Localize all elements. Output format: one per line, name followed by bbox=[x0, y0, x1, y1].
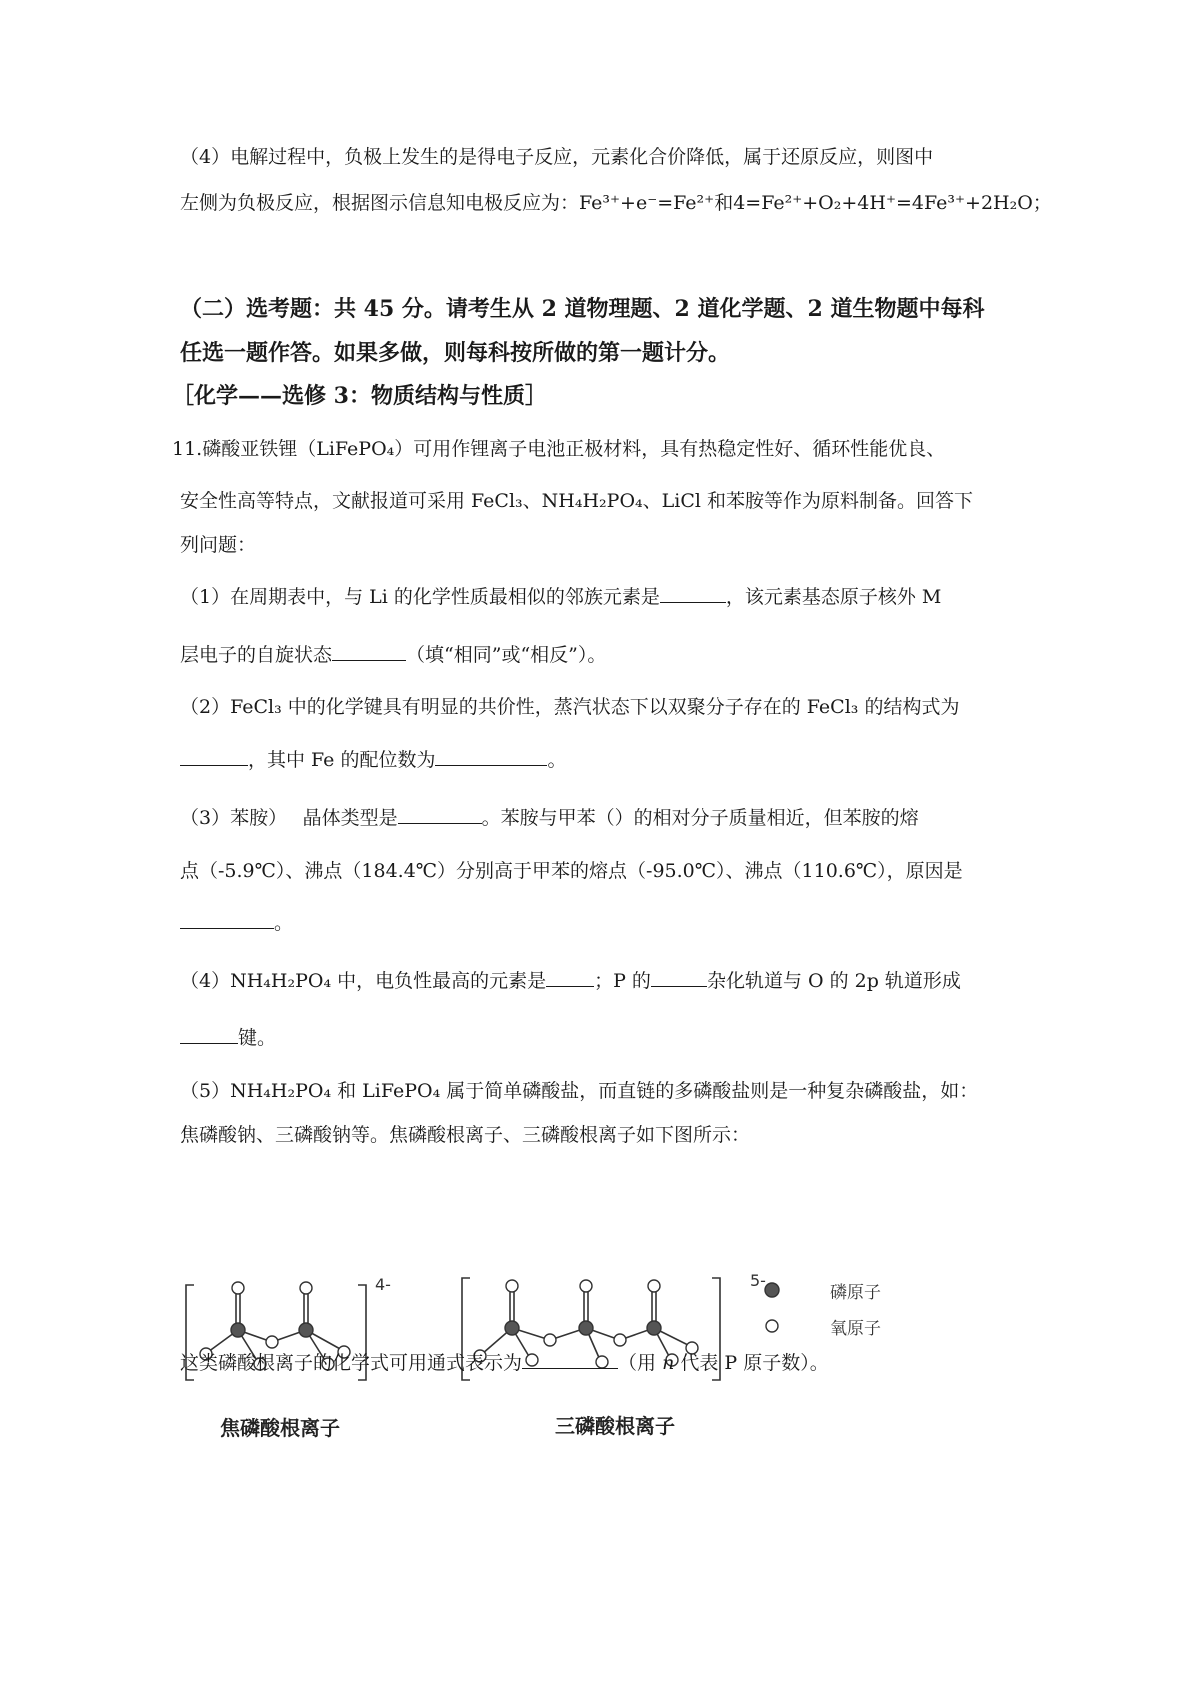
pyrophosphate-caption: 焦磷酸根离子 bbox=[220, 1416, 340, 1440]
answer-line-2 bbox=[180, 190, 1052, 216]
q11-intro-line-3: 列问题： bbox=[180, 534, 257, 556]
q11-part2-text-c: 。 bbox=[547, 749, 567, 771]
answer-blank-10[interactable] bbox=[522, 1350, 618, 1369]
pyro-bridge-oxygen bbox=[266, 1336, 278, 1348]
triphosphate-caption: 三磷酸根离子 bbox=[555, 1414, 675, 1438]
answer-blank-4[interactable] bbox=[435, 747, 547, 766]
triphosphate-charge: 5- bbox=[750, 1271, 766, 1290]
q11-part2-text-b: ，其中 Fe 的配位数为 bbox=[248, 749, 436, 771]
q11-part1-text-d: （填“相同”或“相反”）。 bbox=[406, 644, 607, 666]
q11-part4-text-d: 键。 bbox=[238, 1027, 277, 1049]
equation-1: Fe³⁺+e⁻=Fe²⁺ bbox=[579, 192, 715, 214]
tri-p1-top-oxygen bbox=[506, 1280, 518, 1292]
q11-part3-line-3 bbox=[180, 910, 293, 936]
q11-intro-line-2: 安全性高等特点，文献报道可采用 FeCl₃、NH₄H₂PO₄、LiCl 和苯胺等作为原料制备。回答下 bbox=[180, 490, 973, 512]
section-heading-line-2: 任选一题作答。如果多做，则每科按所做的第一题计分。 bbox=[180, 340, 731, 366]
elective-title: ［化学——选修 3：物质结构与性质］ bbox=[172, 383, 547, 409]
answer-blank-9[interactable] bbox=[180, 1025, 238, 1044]
q11-part1-text-b: ，该元素基态原子核外 M bbox=[725, 586, 942, 608]
answer-blank-5[interactable] bbox=[398, 805, 482, 824]
tri-bridge-oxygen-1 bbox=[544, 1334, 556, 1346]
q11-part3-text-b: 。苯胺与甲苯（）的相对分子质量相近，但苯胺的熔 bbox=[481, 807, 919, 829]
pyro-p2-atom bbox=[299, 1323, 313, 1337]
pyrophosphate-charge: 4- bbox=[375, 1275, 391, 1294]
pyro-p2-top-oxygen bbox=[300, 1282, 312, 1294]
answer-blank-3[interactable] bbox=[180, 747, 248, 766]
answer-blank-6[interactable] bbox=[180, 910, 274, 929]
q11-part5-line-1: （5）NH₄H₂PO₄ 和 LiFePO₄ 属于简单磷酸盐，而直链的多磷酸盐则是一种复杂磷酸盐，如： bbox=[180, 1080, 979, 1102]
q11-part2-line-1: （2）FeCl₃ 中的化学键具有明显的共价性，蒸汽状态下以双聚分子存在的 FeCl₃ 的结构式为 bbox=[180, 696, 960, 718]
answer-blank-1[interactable] bbox=[660, 584, 726, 603]
q11-part4-line-2 bbox=[180, 1025, 276, 1051]
section-heading-line-1: （二）选考题：共 45 分。请考生从 2 道物理题、2 道化学题、2 道生物题中每科 bbox=[180, 296, 985, 322]
answer-blank-7[interactable] bbox=[546, 968, 594, 987]
legend-oxygen-label: 氧原子 bbox=[830, 1319, 881, 1339]
q11-intro-line-1: 11.磷酸亚铁锂（LiFePO₄）可用作锂离子电池正极材料，具有热稳定性好、循环性能优良、 bbox=[172, 438, 946, 460]
equation-2: 4=Fe²⁺+O₂+4H⁺=4Fe³⁺+2H₂O； bbox=[733, 192, 1052, 214]
tri-p1-atom bbox=[505, 1321, 519, 1335]
answer-line-2-prefix: 左侧为负极反应，根据图示信息知电极反应为： bbox=[180, 192, 580, 214]
q11-final-text-a: 这类磷酸根离子的化学式可用通式表示为 bbox=[180, 1352, 523, 1374]
q11-final-line bbox=[180, 1350, 829, 1376]
tri-p2-top-oxygen bbox=[580, 1280, 592, 1292]
q11-part2-line-2 bbox=[180, 747, 566, 773]
q11-part4-text-c: 杂化轨道与 O 的 2p 轨道形成 bbox=[706, 970, 961, 992]
q11-part1-text-c: 层电子的自旋状态 bbox=[180, 644, 333, 666]
q11-part3-text-c: 。 bbox=[274, 912, 294, 934]
variable-n: n bbox=[662, 1352, 675, 1374]
tri-bridge-oxygen-2 bbox=[614, 1334, 626, 1346]
legend-phosphorus-label: 磷原子 bbox=[830, 1283, 881, 1303]
pyro-p1-top-oxygen bbox=[232, 1282, 244, 1294]
q11-final-text-b: （用 bbox=[618, 1352, 663, 1374]
pyro-p1-atom bbox=[231, 1323, 245, 1337]
legend-oxygen-icon bbox=[766, 1320, 778, 1332]
q11-part3-line-2: 点（-5.9℃）、沸点（184.4℃）分别高于甲苯的熔点（-95.0℃）、沸点（110.6℃），原因是 bbox=[180, 860, 963, 882]
tri-p2-atom bbox=[579, 1321, 593, 1335]
q11-final-text-c: 代表 P 原子数）。 bbox=[674, 1352, 829, 1374]
answer-blank-2[interactable] bbox=[332, 642, 406, 661]
q11-part5-line-2: 焦磷酸钠、三磷酸钠等。焦磷酸根离子、三磷酸根离子如下图所示： bbox=[180, 1124, 751, 1146]
answer-blank-8[interactable] bbox=[651, 968, 707, 987]
tri-p3-top-oxygen bbox=[648, 1280, 660, 1292]
answer-line-1: （4）电解过程中，负极上发生的是得电子反应，元素化合价降低，属于还原反应，则图中 bbox=[180, 146, 934, 168]
q11-part4-text-a: （4）NH₄H₂PO₄ 中，电负性最高的元素是 bbox=[180, 970, 547, 992]
q11-part3-text-a: （3）苯胺） 晶体类型是 bbox=[180, 807, 398, 829]
tri-p3-atom bbox=[647, 1321, 661, 1335]
q11-part4-text-b: ；P 的 bbox=[594, 970, 651, 992]
legend-phosphorus-icon bbox=[765, 1283, 779, 1297]
q11-part1-text-a: （1）在周期表中，与 Li 的化学性质最相似的邻族元素是 bbox=[180, 586, 660, 608]
q11-part3-line-1 bbox=[180, 805, 919, 831]
equation-joiner: 和 bbox=[714, 192, 734, 214]
q11-part4-line-1 bbox=[180, 968, 961, 994]
q11-part1-line-2 bbox=[180, 642, 606, 668]
q11-part1-line-1 bbox=[180, 584, 941, 610]
